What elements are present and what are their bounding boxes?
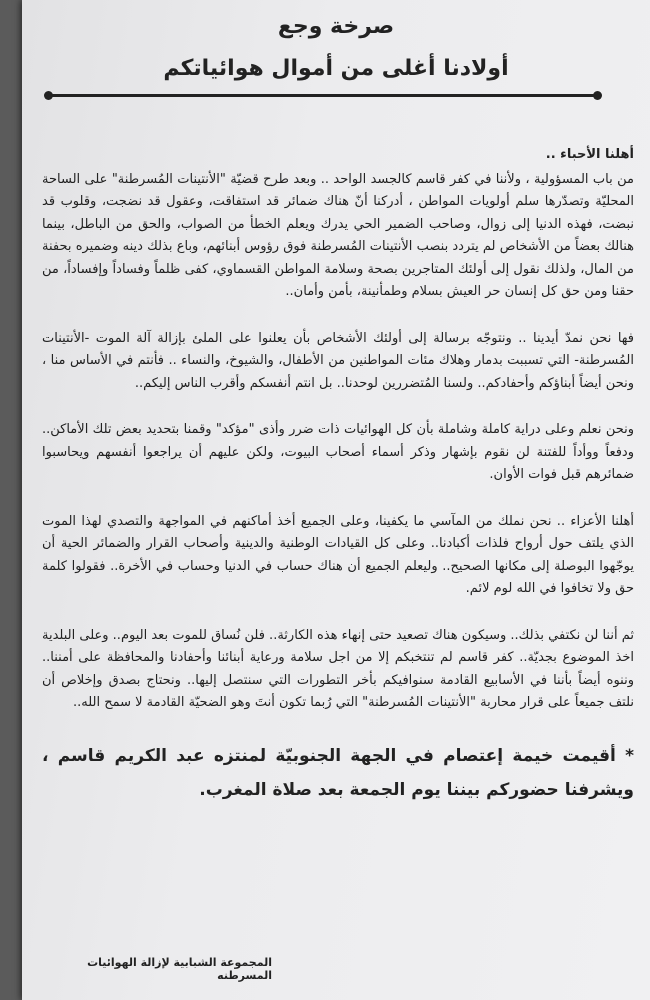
flyer-page	[22, 0, 650, 1000]
flyer-body	[42, 144, 634, 807]
divider-dot-left	[44, 91, 53, 100]
divider-line	[48, 94, 598, 97]
flyer-title: صرخة وجع	[277, 14, 395, 39]
paragraph-5: ثم أننا لن نكتفي بذلك.. وسيكون هناك تصعيد حتى إنهاء هذه الكارثة.. فلن نُساق للموت بعد اليوم.. وعلى البلدية اخذ الموضوع بجديّة.. كفر قاسم لم تنتخبكم إلا من اجل سلامة ورعاية أبنائنا وأحفادنا والمحافظة على أمننا.. وننوه أيضاً بأننا في الأسابيع القادمة سنوافيكم بأخر التطورات التي سنتصل إليها.. ونحتاج بصدق وإخلاص أن نلتف جميعاً على قرار محاربة "الأنتينات المُسرطنة" التي رُبما تكون أنتَ وهو الضحيّة القادمة لا سمح الله..	[42, 627, 634, 710]
flyer-subtitle: أولادنا أغلى من أموال هوائياتكم	[163, 56, 509, 81]
paragraph-1: من باب المسؤولية ، ولأننا في كفر قاسم كالجسد الواحد .. وبعد طرح قضيّة "الأنتينات المُسرطنة" على الساحة المحليّة وتصدّرها سلم أولويات المواطن ، أدركنا أنّ هناك ضمائر قد استفاقت، وعقول قد نضجت، وقلوب قد نبضت، فهذه الدنيا إلى زوال، وصاحب الضمير الحي يدرك ويعلم الخطأ من الصواب، والحق من الباطل، بينما هنالك بعضاً من الأشخاص لم يتردد بنصب الأنتينات المُسرطنة فوق رؤوس أبنائهم، وباع بذلك دينه وضميره بحفنة من المال، ولذلك نقول إلى أولئك المتاجرين بصحة وسلامة المواطن القسماوي، كفى ظلماً وفساداً وإفساداً، من حقنا ومن حق كل إنسان حر العيش بسلام وطمأنينة، بأمن وأمان..	[42, 171, 634, 299]
paragraph-3: ونحن نعلم وعلى دراية كاملة وشاملة بأن كل الهوائيات ذات ضرر وأذى "مؤكد" وقمنا بتحديد بعض تلك الأماكن.. ودفعاً ووأداً للفتنة لن نقوم بإشهار وذكر أسماء أصحاب البيوت، ولكن عليهم أن يراجعوا أنفسهم ويحاسبوا ضمائرهم قبل فوات الأوان.	[42, 422, 634, 482]
sit-in-notice: * أقيمت خيمة إعتصام في الجهة الجنوبيّة لمنتزه عبد الكريم قاسم ، ويشرفنا حضوركم بيننا يوم الجمعة بعد صلاة المغرب.	[42, 745, 634, 800]
paragraph-2: فها نحن نمدّ أيدينا .. ونتوجّه برسالة إلى أولئك الأشخاص بأن يعلنوا على الملئ بإزالة آلة الموت -الأنتينات المُسرطنة- التي تسببت بدمار وهلاك مئات المواطنين من الأطفال، والشيوخ، والنساء .. فأنتم في الأساس منا ، ونحن أيضاً أبناؤكم وأحفادكم.. ولسنا المُتضررين لوحدنا.. بل انتم أنفسكم وأقرب الناس إليكم..	[42, 330, 634, 391]
paragraph-4: أهلنا الأعزاء .. نحن نملك من المآسي ما يكفينا، وعلى الجميع أخذ أماكنهم في المواجهة والتصدي لهذا الموت الذي يلتف حول أرواح فلذات أكبادنا.. وعلى كل القيادات الوطنية والدينية وأصحاب القرار والضمائر الحية أن يوجّهوا البوصلة إلى مكانها الصحيح.. وليعلم الجميع أن هناك حساب في الدنيا وحساب في الأخرة.. فقولوا كلمة حق ولا تخافوا في الله لوم لائم.	[42, 513, 634, 596]
signature: المجموعة الشبابية لإزالة الهوائيات المسرطنه	[87, 956, 272, 982]
divider-dot-right	[593, 91, 602, 100]
greeting: أهلنا الأحباء ..	[545, 147, 634, 162]
